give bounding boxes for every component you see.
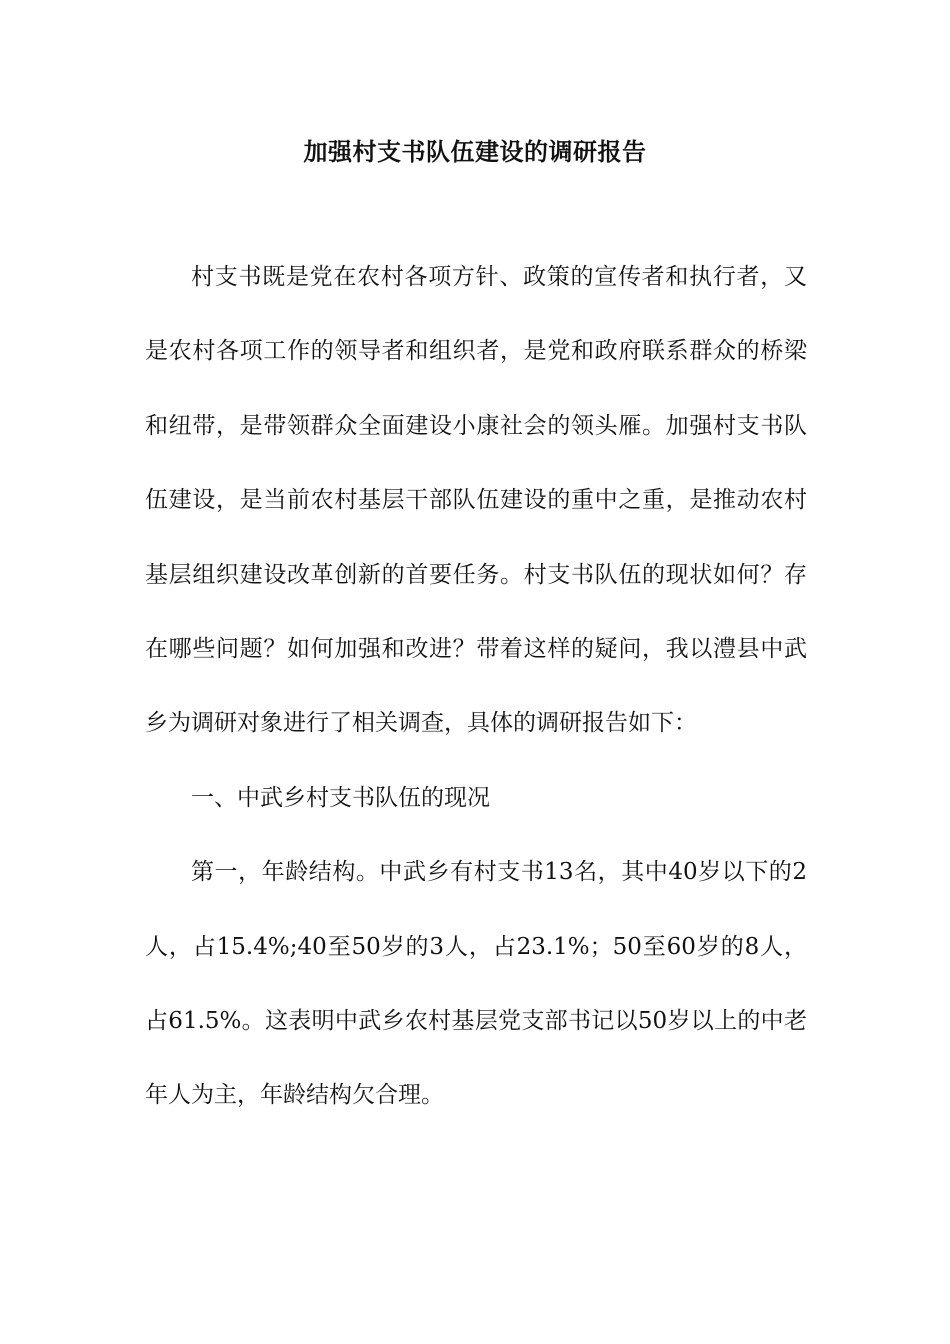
document-title: 加强村支书队伍建设的调研报告 <box>303 137 647 166</box>
intro-paragraph: 村支书既是党在农村各项方针、政策的宣传者和执行者，又是农村各项工作的领导者和组织者，是党和政府联系群众的桥梁和纽带，是带领群众全面建设小康社会的领头雁。加强村支书队伍建设，是当前农村基层干部队伍建设的重中之重，是推动农村基层组织建设改革创新的首要任务。村支书队伍的现状如何？存在哪些问题？如何加强和改进？带着这样的疑问，我以澧县中武乡为调研对象进行了相关调查，具体的调研报告如下： <box>145 264 807 737</box>
section-heading: 一、中武乡村支书队伍的现况 <box>191 784 490 811</box>
age-structure-paragraph: 第一，年龄结构。中武乡有村支书13名，其中40岁以下的2人，占15.4%;40至50岁的3人，占23.1%；50至60岁的8人，占61.5%。这表明中武乡农村基层党支部书记以50岁以上的中老年人为主，年龄结构欠合理。 <box>145 859 807 1109</box>
document-body <box>145 240 807 1133</box>
